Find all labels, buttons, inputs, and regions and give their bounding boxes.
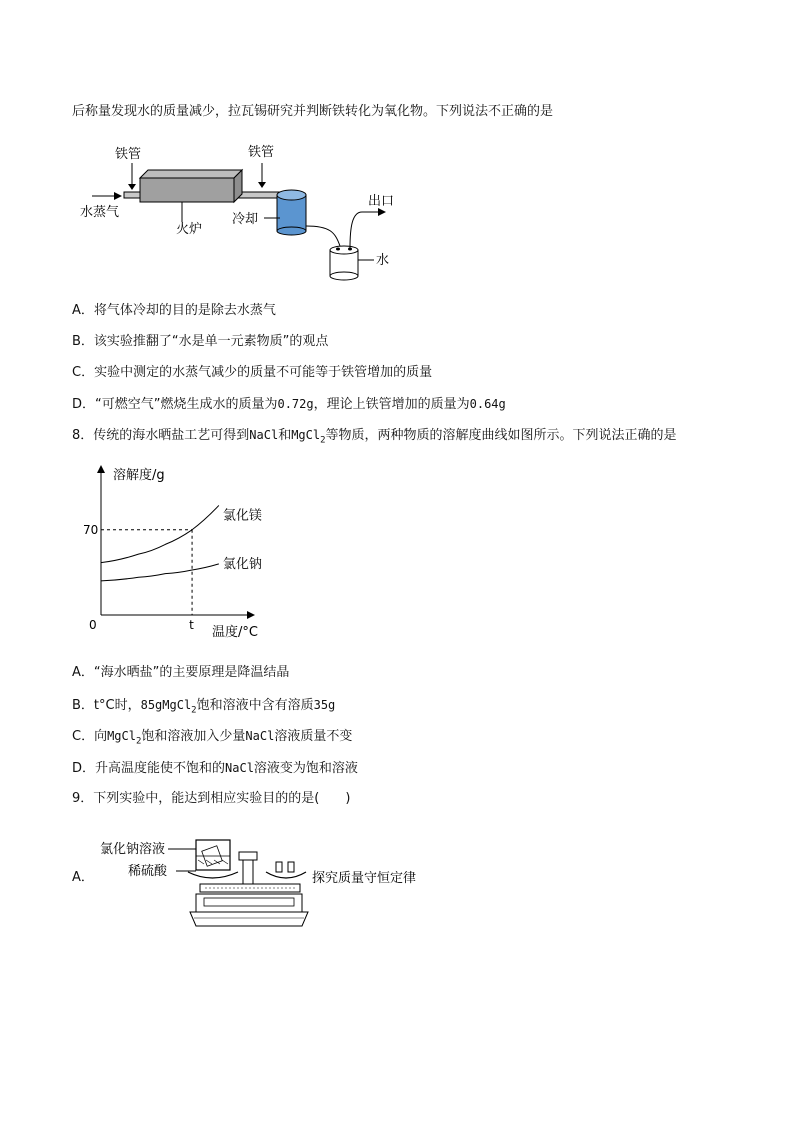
label-water: 水 [376,253,390,268]
q8-option-c-chem: MgCl [107,729,136,743]
beaker-hatch-2 [206,860,212,864]
arrow-head-right [258,182,266,188]
label-dilute-acid: 稀硫酸 [128,864,168,879]
q7-option-b: B．该实验推翻了“水是单一元素物质”的观点 [72,334,329,349]
center-head [239,852,257,860]
q8-option-b-val: 85gMgCl [140,698,192,712]
origin-label: 0 [89,618,97,632]
q8-option-c-mid: 饱和溶液加入少量 [141,729,246,744]
weight-2 [288,862,294,872]
label-steam: 水蒸气 [80,205,120,220]
q8-mgcl-sub: 2 [320,435,326,446]
beaker-hole-1 [336,248,340,251]
q7-option-d-val1: 0.72g [277,397,314,411]
beaker-hatch-4 [222,860,228,864]
q8-option-d-post: 溶液变为饱和溶液 [253,761,358,776]
q8-and: 和 [278,428,292,443]
q8-option-d [72,759,358,778]
y-axis-label: 溶解度/g [113,468,165,483]
solubility-chart [0,460,794,660]
x-tick-label-t: t [189,618,194,632]
q7-option-c: C．实验中测定的水蒸气减少的质量不可能等于铁管增加的质量 [72,365,433,380]
label-outlet: 出口 [368,194,395,209]
q9-option-a-label: A． [72,870,94,885]
series-label-nacl: 氯化钠 [222,556,262,572]
q7-option-d-val2: 0.64g [469,397,506,411]
label-nacl-solution: 氯化钠溶液 [100,842,166,857]
q8-option-b-post: 饱和溶液中含有溶质 [196,698,314,713]
q8-option-b [72,696,335,720]
q8-option-c-pre: C．向 [72,729,108,744]
q8-nacl: NaCl [249,428,279,442]
x-axis-label: 温度/°C [212,625,258,640]
connecting-tube [306,226,340,246]
apparatus-diagram [0,0,794,300]
q7-option-d-mid: ，理论上铁管增加的质量为 [313,397,470,412]
label-purpose: 探究质量守恒定律 [312,871,417,886]
q8-option-b-pre: B．t°C时， [72,698,141,713]
q8-option-b-val2: 35g [313,698,336,712]
label-furnace: 火炉 [176,222,203,237]
base-inner [204,898,294,906]
arrow-head-left [128,184,136,190]
q7-option-a: A．将气体冷却的目的是除去水蒸气 [72,303,276,318]
series-line-mgcl2 [101,505,219,562]
q8-option-c-chem2: NaCl [245,729,275,743]
outlet-tube [350,212,380,248]
q8-option-b-sub: 2 [191,705,197,716]
label-pipe-left: 铁管 [115,147,142,162]
cooling-top [277,190,306,200]
beaker [196,840,230,870]
right-pan [266,872,306,878]
q9-stem: 9．下列实验中，能达到相应实验目的的是( ) [72,791,351,806]
arrow-head-outlet [378,208,386,216]
q8-option-d-chem: NaCl [225,761,254,775]
q7-stem: 后称量发现水的质量减少，拉瓦锡研究并判断铁转化为氧化物。下列说法不正确的是 [72,104,554,119]
balance-foot [190,912,308,926]
label-pipe-right: 铁管 [248,145,275,160]
balance-diagram [0,830,794,950]
y-axis-arrow [97,465,105,473]
q8-option-c-sub: 2 [135,736,142,747]
q8-option-d-pre: D．升高温度能使不饱和的 [72,761,226,776]
series-line-nacl [101,564,219,581]
q8-option-c [72,727,352,751]
q7-option-d-pre: D．“可燃空气”燃烧生成水的质量为 [72,397,278,412]
weight-1 [276,862,282,872]
q8-option-c-post: 溶液质量不变 [274,729,353,744]
arrow-head-steam [114,192,122,200]
beaker-top [330,246,358,254]
beaker-hatch-1 [198,860,204,864]
furnace-top [140,170,242,178]
series-label-mgcl2: 氯化镁 [222,508,262,524]
beaker-bottom [330,272,358,280]
label-cool: 冷却 [232,212,259,227]
q8-stem-pre: 8．传统的海水晒盐工艺可得到 [72,428,250,443]
x-axis-arrow [247,611,255,619]
q8-stem-post: 等物质，两种物质的溶解度曲线如图所示。下列说法正确的是 [325,428,677,443]
left-pan [188,872,238,878]
q8-stem [72,426,677,450]
furnace-front [140,178,234,202]
y-tick-label-70: 70 [83,522,99,537]
cooling-bottom [277,227,306,235]
q7-option-d [72,395,506,414]
q8-option-a: A．“海水晒盐”的主要原理是降温结晶 [72,665,290,680]
q8-mgcl: MgCl [291,428,321,442]
